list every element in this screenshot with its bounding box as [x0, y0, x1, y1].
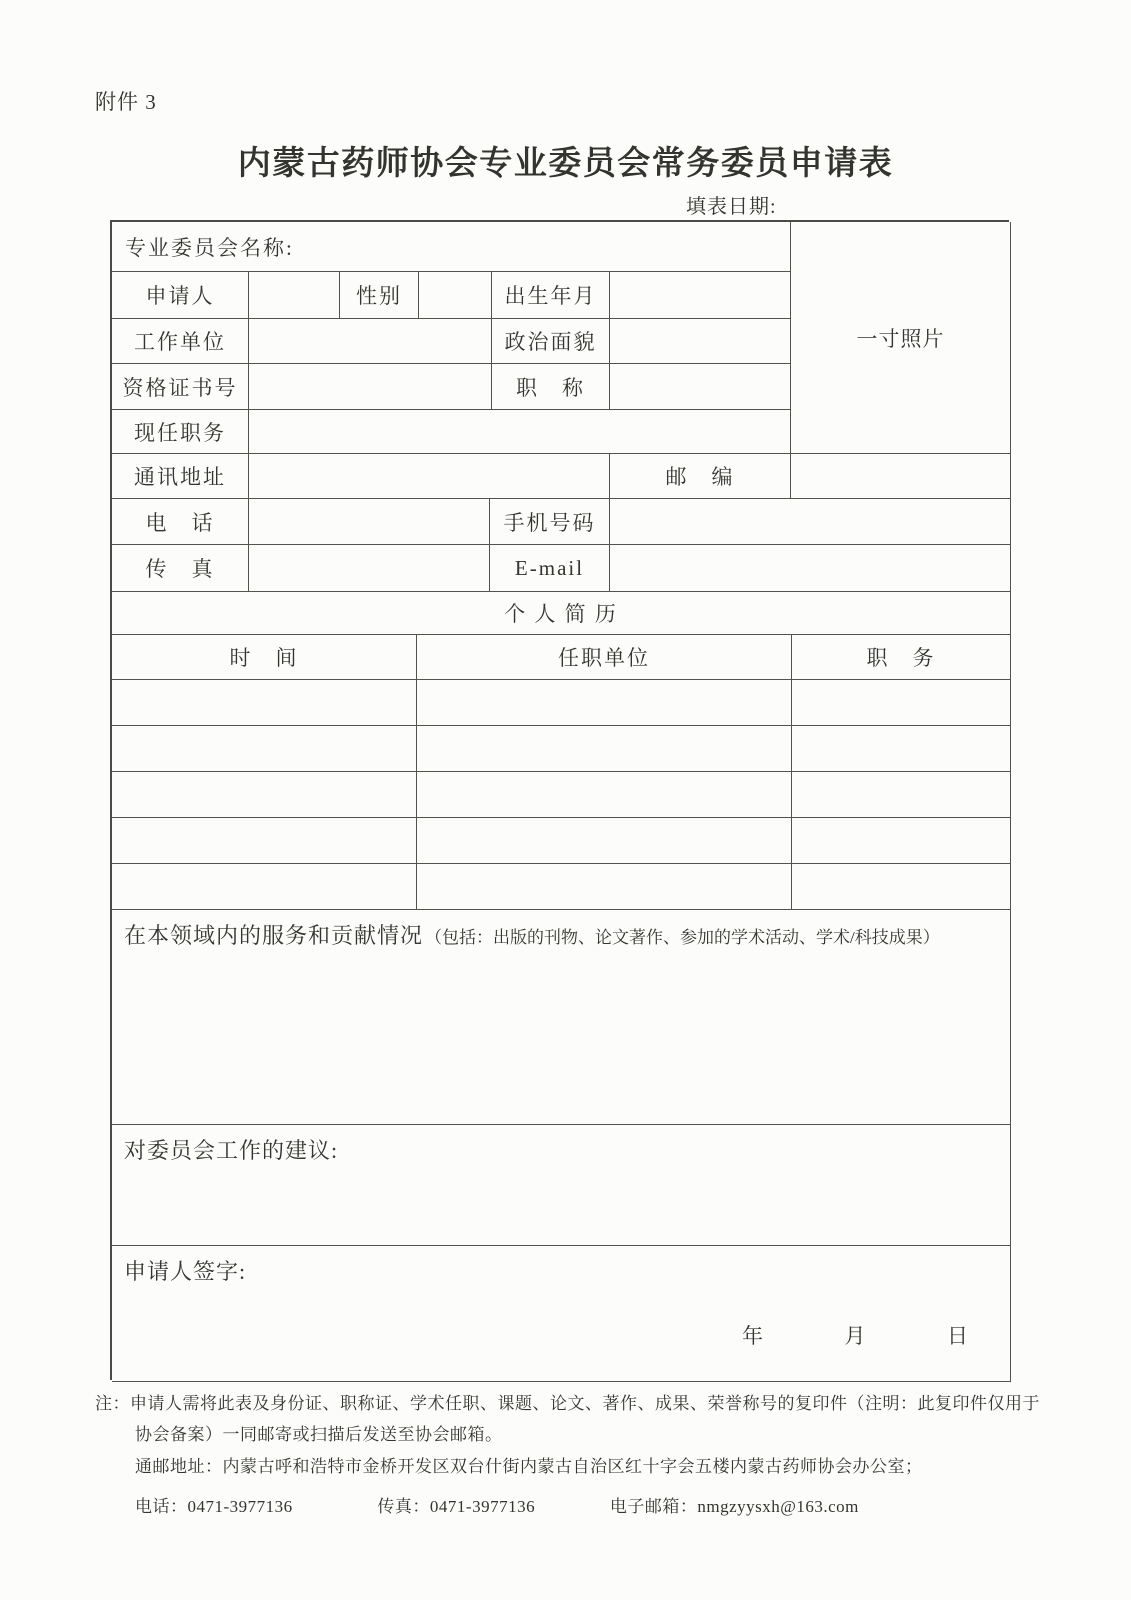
contribution-section — [112, 910, 1011, 1125]
footer-notes — [95, 1388, 1045, 1523]
application-form-table — [110, 220, 1009, 1380]
contact-line — [95, 1491, 1045, 1522]
resume-empty-cell — [792, 680, 1011, 726]
phone-label-cell: 电 话 — [112, 499, 249, 545]
resume-empty-cell — [417, 680, 792, 726]
signature-date-fields — [742, 1320, 970, 1350]
resume-empty-cell — [417, 726, 792, 772]
note-line-1 — [95, 1388, 1045, 1419]
note-marker: 注： — [95, 1394, 130, 1413]
photo-placeholder-cell: 一寸照片 — [791, 222, 1011, 454]
resume-section-title: 个 人 简 历 — [112, 592, 1011, 635]
mailing-address-line: 通邮地址：内蒙古呼和浩特市金桥开发区双台什街内蒙古自治区红十字会五楼内蒙古药师协会办公室； — [135, 1456, 923, 1476]
footer-email: 电子邮箱：nmgzyysxh@163.com — [609, 1497, 859, 1517]
resume-empty-cell — [792, 772, 1011, 818]
resume-header-time: 时 间 — [112, 635, 417, 680]
note-text-line1: 申请人需将此表及身份证、职称证、学术任职、课题、论文、著作、成果、荣誉称号的复印件（注明：此复印件仅用于 — [130, 1394, 1040, 1413]
resume-title-row — [112, 592, 1011, 635]
phone-row — [112, 499, 1011, 545]
mailing-address-label-cell: 通讯地址 — [112, 454, 249, 499]
certificate-no-label-cell: 资格证书号 — [112, 364, 249, 410]
resume-empty-row — [112, 772, 1011, 818]
email-value-cell — [610, 545, 1011, 592]
footer-phone: 电话：0471-3977136 — [135, 1497, 293, 1517]
date-day-label: 日 — [947, 1324, 970, 1348]
birth-date-value-cell — [610, 272, 791, 319]
job-title-label-cell: 职 称 — [492, 364, 610, 410]
contribution-note: （包括：出版的刊物、论文著作、参加的学术活动、学术/科技成果） — [425, 928, 940, 947]
resume-empty-row — [112, 818, 1011, 864]
certificate-no-value-cell — [249, 364, 492, 410]
fax-label-cell: 传 真 — [112, 545, 249, 592]
postcode-value-cell — [791, 454, 1011, 499]
resume-header-position: 职 务 — [792, 635, 1011, 680]
contribution-cell — [112, 910, 1011, 1125]
fill-date-label: 填表日期: — [686, 196, 777, 218]
signature-section — [112, 1246, 1011, 1382]
resume-empty-row — [112, 680, 1011, 726]
suggestion-cell — [112, 1125, 1011, 1246]
phone-value-cell — [249, 499, 490, 545]
resume-empty-rows — [112, 680, 1009, 910]
page-title: 内蒙古药师协会专业委员会常务委员申请表 — [237, 146, 894, 182]
political-status-value-cell — [610, 319, 791, 364]
resume-empty-cell — [112, 864, 417, 910]
resume-empty-cell — [417, 864, 792, 910]
birth-date-label-cell: 出生年月 — [492, 272, 610, 319]
current-position-label-cell: 现任职务 — [112, 410, 249, 454]
signature-label: 申请人签字: — [124, 1259, 247, 1284]
contribution-label: 在本领域内的服务和贡献情况 — [124, 923, 424, 948]
resume-empty-cell — [112, 772, 417, 818]
mailing-address-value-cell — [249, 454, 610, 499]
resume-empty-row — [112, 726, 1011, 772]
attachment-label: 附件 3 — [95, 90, 157, 114]
suggestion-section — [112, 1125, 1011, 1246]
fax-value-cell — [249, 545, 490, 592]
gender-value-cell — [419, 272, 492, 319]
note-line-2: 协会备案）一同邮寄或扫描后发送至协会邮箱。 — [135, 1425, 503, 1445]
resume-empty-cell — [792, 818, 1011, 864]
work-unit-label-cell: 工作单位 — [112, 319, 249, 364]
political-status-label-cell: 政治面貌 — [492, 319, 610, 364]
applicant-label-cell: 申请人 — [112, 272, 249, 319]
work-unit-value-cell — [249, 319, 492, 364]
resume-empty-cell — [112, 818, 417, 864]
suggestion-label: 对委员会工作的建议: — [124, 1138, 339, 1163]
resume-empty-cell — [417, 818, 792, 864]
resume-header-row — [112, 635, 1011, 680]
resume-empty-cell — [112, 680, 417, 726]
date-month-label: 月 — [844, 1324, 868, 1348]
signature-cell — [112, 1246, 1011, 1382]
date-year-label: 年 — [742, 1324, 765, 1348]
applicant-value-cell — [249, 272, 340, 319]
current-position-value-cell — [249, 410, 791, 454]
fax-row — [112, 545, 1011, 592]
resume-empty-cell — [792, 726, 1011, 772]
committee-name-label-cell: 专业委员会名称: — [112, 222, 791, 272]
resume-empty-cell — [417, 772, 792, 818]
footer-fax: 传真：0471-3977136 — [377, 1497, 536, 1517]
gender-label-cell: 性别 — [340, 272, 419, 319]
mailing-address-row — [112, 454, 1011, 499]
email-label-cell: E-mail — [490, 545, 610, 592]
resume-empty-cell — [112, 726, 417, 772]
postcode-label-cell: 邮 编 — [610, 454, 791, 499]
mobile-label-cell: 手机号码 — [490, 499, 610, 545]
mobile-value-cell — [610, 499, 1011, 545]
resume-header-organization: 任职单位 — [417, 635, 792, 680]
resume-empty-row — [112, 864, 1011, 910]
resume-empty-cell — [792, 864, 1011, 910]
job-title-value-cell — [610, 364, 791, 410]
